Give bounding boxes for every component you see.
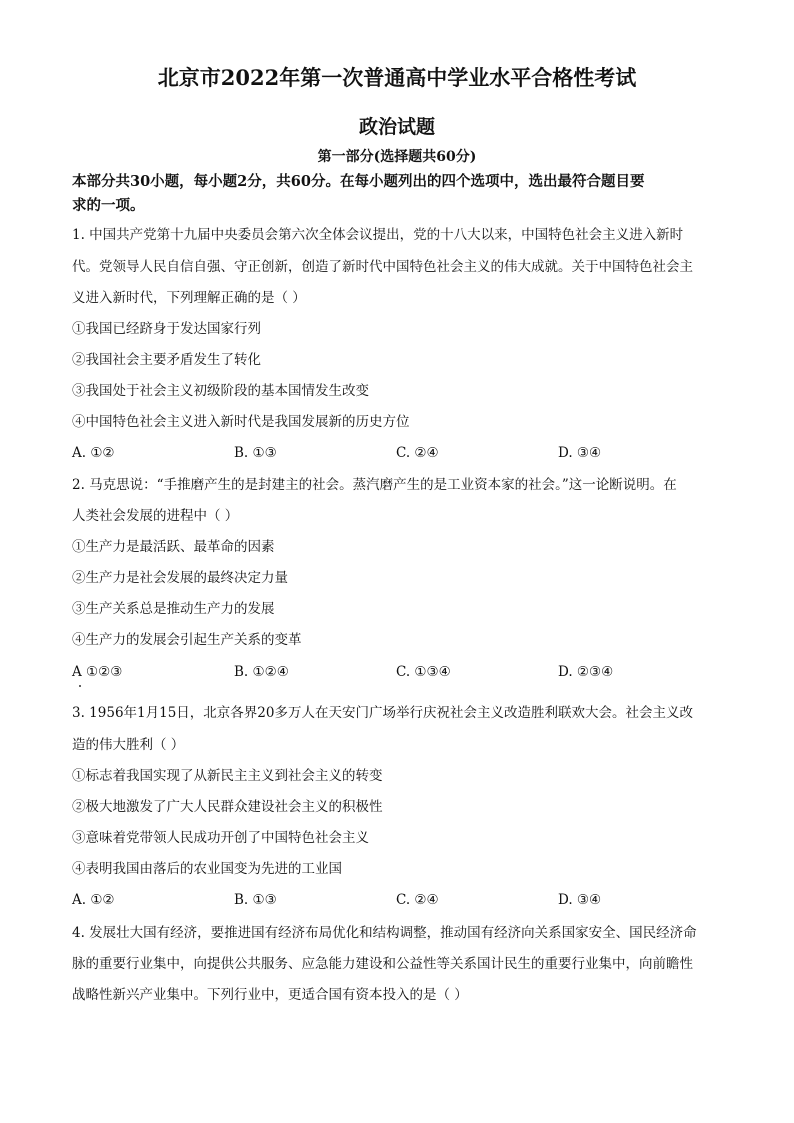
question-2-item: ④生产力的发展会引起生产关系的变革 [72,632,302,648]
question-2-option-b: B. ①②④ [234,664,289,680]
instructions [72,170,732,218]
instruction-line: 求的一项。 [72,197,145,214]
question-2-stem-line: 2. 马克思说：“手推磨产生的是封建主的社会。蒸汽磨产生的是工业资本家的社会。”这一论断说明。在 [72,477,677,493]
question-2-option-c: C. ①③④ [396,664,451,680]
question-1-option-c: C. ②④ [396,445,439,461]
question-4-stem-line: 4. 发展壮大国有经济，要推进国有经济布局优化和结构调整，推动国有经济向关系国家安全、国民经济命 [72,925,697,941]
question-3-item: ①标志着我国实现了从新民主主义到社会主义的转变 [72,768,383,784]
question-2-option-d: D. ②③④ [558,664,614,680]
question-1-item: ①我国已经跻身于发达国家行列 [72,321,261,337]
question-2-option-a: A ①②③ [72,664,123,680]
question-4-stem-line: 战略性新兴产业集中。下列行业中，更适合国有资本投入的是（ ） [72,987,468,1003]
question-1-stem-line: 代。党领导人民自信自强、守正创新，创造了新时代中国特色社会主义的伟大成就。关于中国特色社会主 [72,259,693,275]
question-3-stem-line: 3. 1956年1月15日，北京各界20多万人在天安门广场举行庆祝社会主义改造胜利联欢大会。社会主义改 [72,705,693,721]
question-1-item: ③我国处于社会主义初级阶段的基本国情发生改变 [72,383,369,399]
instruction-line: 本部分共30小题，每小题2分，共60分。在每小题列出的四个选项中，选出最符合题目要 [72,173,645,190]
question-1-stem-line: 1. 中国共产党第十九届中央委员会第六次全体会议提出，党的十八大以来，中国特色社会主义进入新时 [72,227,684,243]
question-1-option-d: D. ③④ [558,445,602,461]
question-3-option-d: D. ③④ [558,892,602,908]
question-1-option-b: B. ①③ [234,445,277,461]
period-mark [79,685,81,687]
question-3-option-c: C. ②④ [396,892,439,908]
question-1-stem-line: 义进入新时代，下列理解正确的是（ ） [72,290,306,306]
subject-title: 政治试题 [358,116,435,138]
question-3-option-b: B. ①③ [234,892,277,908]
question-3-item: ④表明我国由落后的农业国变为先进的工业国 [72,861,342,877]
question-1-item: ④中国特色社会主义进入新时代是我国发展新的历史方位 [72,414,410,430]
question-2-item: ②生产力是社会发展的最终决定力量 [72,570,288,586]
question-4-stem-line: 脉的重要行业集中，向提供公共服务、应急能力建设和公益性等关系国计民生的重要行业集中，向前瞻性 [72,956,693,972]
question-2-item: ③生产关系总是推动生产力的发展 [72,601,275,617]
question-3-option-a: A. ①② [72,892,115,908]
question-3-item: ②极大地激发了广大人民群众建设社会主义的积极性 [72,799,383,815]
question-3-item: ③意味着党带领人民成功开创了中国特色社会主义 [72,830,369,846]
question-2-stem-line: 人类社会发展的进程中（ ） [72,508,239,524]
question-3-stem-line: 造的伟大胜利（ ） [72,737,185,753]
question-2-item: ①生产力是最活跃、最革命的因素 [72,539,275,555]
question-1-option-a: A. ①② [72,445,115,461]
part-heading: 第一部分(选择题共60分) [317,149,477,165]
exam-title: 北京市2022年第一次普通高中学业水平合格性考试 [157,65,637,90]
question-1-item: ②我国社会主要矛盾发生了转化 [72,352,261,368]
